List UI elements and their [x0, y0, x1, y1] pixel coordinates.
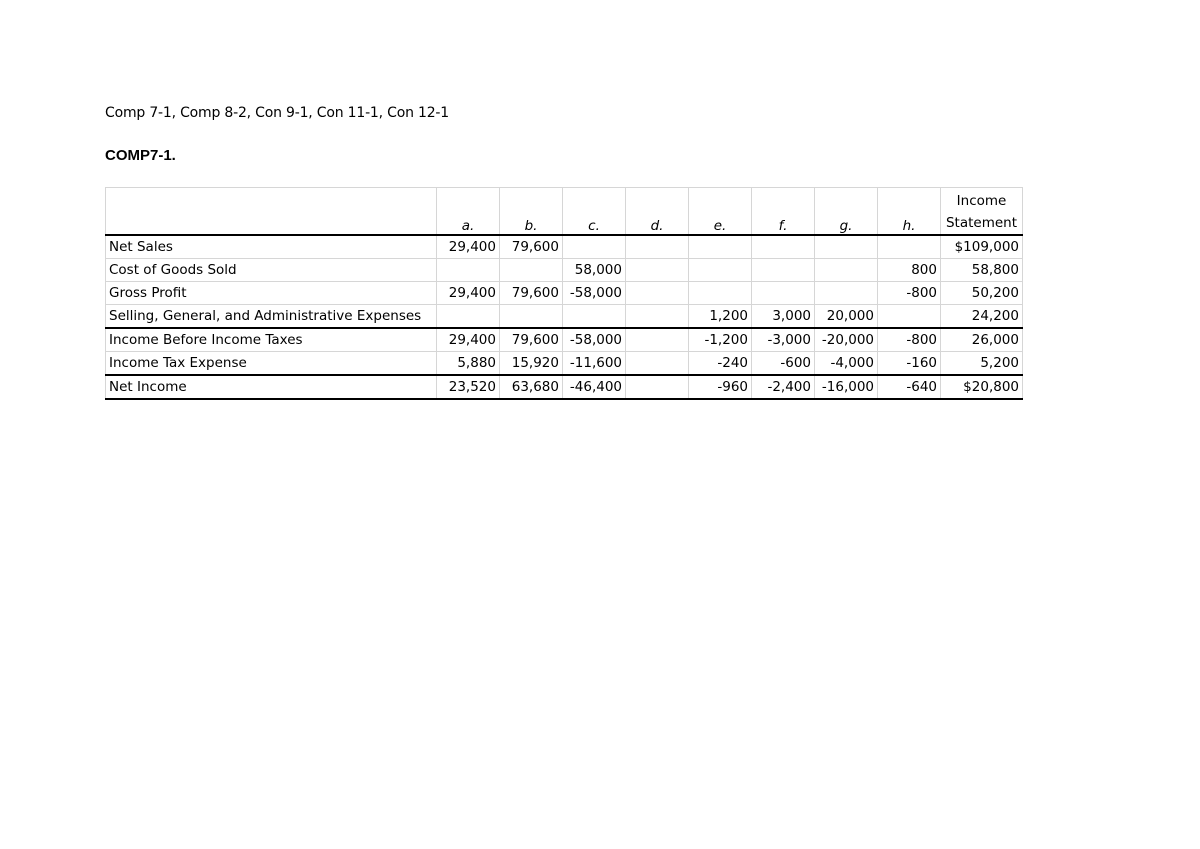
table-row — [106, 235, 1023, 259]
cell-f: -600 — [752, 352, 815, 376]
income-statement-table — [105, 187, 1023, 400]
cell-g: 20,000 — [815, 305, 878, 329]
cell-b: 79,600 — [500, 282, 563, 305]
cell-c: -58,000 — [563, 282, 626, 305]
row-label: Selling, General, and Administrative Expenses — [106, 305, 437, 329]
cell-d — [626, 235, 689, 259]
table-row — [106, 375, 1023, 399]
column-header-d: d. — [626, 188, 689, 236]
column-header-a: a. — [437, 188, 500, 236]
column-header-h: h. — [878, 188, 941, 236]
column-header-e: e. — [689, 188, 752, 236]
cell-h: -800 — [878, 328, 941, 352]
cell-g: -20,000 — [815, 328, 878, 352]
row-label: Net Sales — [106, 235, 437, 259]
header-corner-cell — [106, 188, 437, 236]
cell-d — [626, 305, 689, 329]
cell-c — [563, 235, 626, 259]
cell-b: 15,920 — [500, 352, 563, 376]
row-label: Income Tax Expense — [106, 352, 437, 376]
cell-a: 29,400 — [437, 282, 500, 305]
cell-e: -1,200 — [689, 328, 752, 352]
cell-e — [689, 259, 752, 282]
header-row — [106, 188, 1023, 236]
cell-a: 23,520 — [437, 375, 500, 399]
cell-a: 29,400 — [437, 328, 500, 352]
cell-f — [752, 235, 815, 259]
cell-income-statement: 50,200 — [941, 282, 1023, 305]
cell-h — [878, 305, 941, 329]
cell-d — [626, 259, 689, 282]
cell-c — [563, 305, 626, 329]
column-header-c: c. — [563, 188, 626, 236]
cell-h: -640 — [878, 375, 941, 399]
cell-income-statement: 24,200 — [941, 305, 1023, 329]
cell-g — [815, 259, 878, 282]
table-row — [106, 352, 1023, 376]
cell-b — [500, 305, 563, 329]
cell-e — [689, 282, 752, 305]
cell-e: 1,200 — [689, 305, 752, 329]
cell-e: -960 — [689, 375, 752, 399]
column-header-income-statement — [941, 188, 1023, 236]
cell-d — [626, 352, 689, 376]
statement-header-line1: Income — [956, 193, 1007, 209]
cell-c: 58,000 — [563, 259, 626, 282]
page-heading: Comp 7-1, Comp 8-2, Con 9-1, Con 11-1, Con 12-1 — [105, 105, 449, 121]
row-label: Gross Profit — [106, 282, 437, 305]
cell-a: 5,880 — [437, 352, 500, 376]
cell-g — [815, 235, 878, 259]
cell-c: -11,600 — [563, 352, 626, 376]
cell-a: 29,400 — [437, 235, 500, 259]
cell-b — [500, 259, 563, 282]
cell-d — [626, 375, 689, 399]
cell-h: -160 — [878, 352, 941, 376]
cell-f: -3,000 — [752, 328, 815, 352]
cell-d — [626, 328, 689, 352]
cell-f — [752, 259, 815, 282]
cell-g: -4,000 — [815, 352, 878, 376]
column-header-g: g. — [815, 188, 878, 236]
cell-income-statement: $20,800 — [941, 375, 1023, 399]
cell-b: 79,600 — [500, 328, 563, 352]
statement-header-line2: Statement — [945, 215, 1018, 231]
row-label: Net Income — [106, 375, 437, 399]
table-row — [106, 328, 1023, 352]
section-title: COMP7-1. — [105, 147, 176, 164]
cell-f: 3,000 — [752, 305, 815, 329]
column-header-f: f. — [752, 188, 815, 236]
cell-d — [626, 282, 689, 305]
cell-f — [752, 282, 815, 305]
cell-income-statement: 5,200 — [941, 352, 1023, 376]
cell-income-statement: 26,000 — [941, 328, 1023, 352]
cell-g: -16,000 — [815, 375, 878, 399]
cell-b: 63,680 — [500, 375, 563, 399]
cell-c: -58,000 — [563, 328, 626, 352]
table-row — [106, 259, 1023, 282]
cell-income-statement: $109,000 — [941, 235, 1023, 259]
cell-b: 79,600 — [500, 235, 563, 259]
cell-h: -800 — [878, 282, 941, 305]
row-label: Cost of Goods Sold — [106, 259, 437, 282]
table-row — [106, 282, 1023, 305]
cell-c: -46,400 — [563, 375, 626, 399]
cell-income-statement: 58,800 — [941, 259, 1023, 282]
column-header-b: b. — [500, 188, 563, 236]
cell-h: 800 — [878, 259, 941, 282]
cell-a — [437, 259, 500, 282]
cell-g — [815, 282, 878, 305]
cell-f: -2,400 — [752, 375, 815, 399]
cell-e: -240 — [689, 352, 752, 376]
cell-h — [878, 235, 941, 259]
row-label: Income Before Income Taxes — [106, 328, 437, 352]
table-row — [106, 305, 1023, 329]
cell-e — [689, 235, 752, 259]
cell-a — [437, 305, 500, 329]
